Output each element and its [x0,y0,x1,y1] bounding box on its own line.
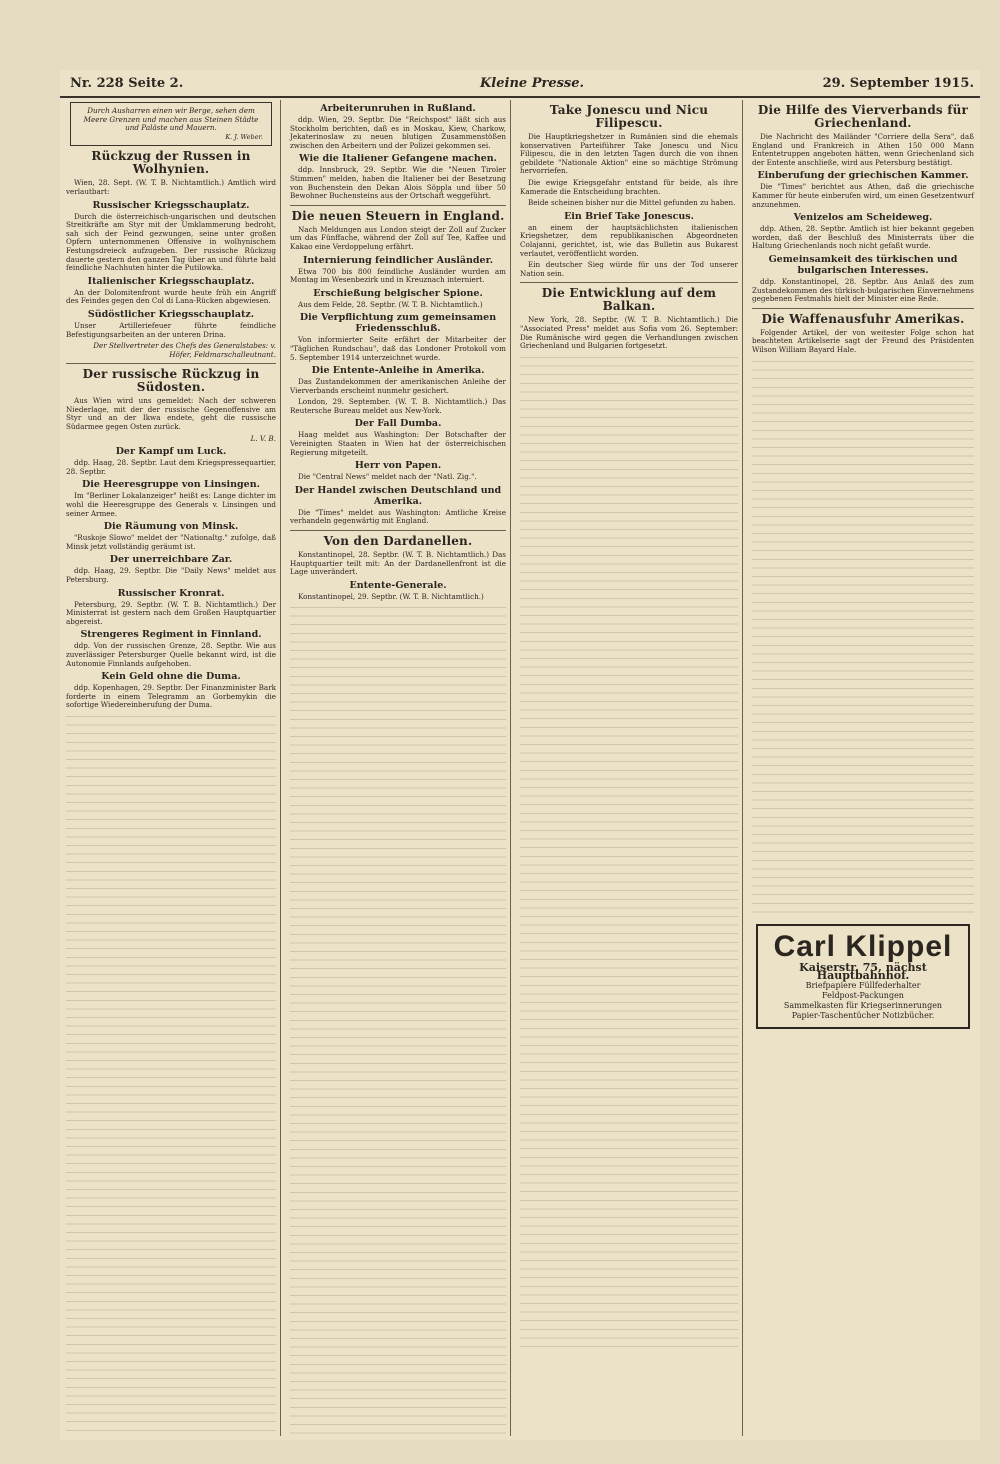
article-text: Die "Times" berichtet aus Athen, daß die griechische Kammer für heute einberufen wird, um einen Gesetzentwurf anzunehmen. [752,182,974,209]
motto-author: K. J. Weber. [225,132,263,141]
headline-linsingen: Die Heeresgruppe von Linsingen. [82,479,260,491]
article-text: ddp. Von der russischen Grenze, 28. Septbr. Wie aus zuverlässiger Petersburger Quelle bekannt wird, ist die Autonomie Finnlands aufgehoben. [66,641,276,668]
ad-line: Briefpapiere Füllfederhalter [805,980,921,990]
article-text: Haag meldet aus Washington: Der Botschafter der Vereinigten Staaten in Wien hat der österreichischen Regierung mitgeteilt. [290,430,506,457]
article-text: Konstantinopel, 28. Septbr. (W. T. B. Nichtamtlich.) Das Hauptquartier teilt mit: An der Dardanellenfront ist die Lage unverändert. [290,550,506,577]
headline-handel: Der Handel zwischen Deutschland und Amerika. [294,484,502,507]
article-text: ddp. Wien, 29. Septbr. Die "Reichspost" läßt sich aus Stockholm berichten, daß es in Moskau, Kiew, Charkow, Jekaterinoslaw zu neuen blutigen Zusammenstößen zwischen den Arbeitern und der Polizei gekommen sei. [290,115,506,150]
article-text: an einem der hauptsächlichsten italienischen Kriegshetzer, dem republikanischen Abgeordneten Colajanni, gerichtet, ist, wie das Bulletin aus Bukarest verlautet, veröffentlicht worden. [520,222,738,258]
headline-hilfe-griechenland: Die Hilfe des Vierverbands für Griechenland. [757,103,969,130]
article-text: Folgender Artikel, der von weitester Folge schon hat beachteten Artikelserie sagt der Freund des Präsidenten Wilson William Bayard Hale. [752,327,974,354]
article-text: London, 29. September. (W. T. B. Nichtamtlich.) Das Reutersche Bureau meldet aus New-York. [290,397,506,415]
article-text: ddp. Kopenhagen, 29. Septbr. Der Finanzminister Bark forderte in einem Telegramm an Gorbemykin die sofortige Wiedereinberufung der Duma. [66,683,276,710]
column-3 [516,100,743,1436]
headline-balkan: Die Entwicklung auf dem Balkan. [541,286,717,314]
subhead-russian-front: Russischer Kriegsschauplatz. [92,199,250,211]
headline-minsk: Die Räumung von Minsk. [103,521,239,533]
headline-dumba: Der Fall Dumba. [354,418,442,430]
headline-kammer: Einberufung der griechischen Kammer. [757,170,969,182]
article-text: Konstantinopel, 29. Septbr. (W. T. B. Nichtamtlich.) [298,591,484,601]
article-text: Aus dem Felde, 28. Septbr. (W. T. B. Nichtamtlich.) [298,299,483,309]
article-text: Petersburg, 29. Septbr. (W. T. B. Nichtamtlich.) Der Ministerrat ist gestern nach dem Großen Hauptquartier abgereist. [66,599,276,626]
headline-duma: Kein Geld ohne die Duma. [101,671,241,683]
article-text: Die "Times" meldet aus Washington: Amtliche Kreise verhandeln gegenwärtig mit England. [290,507,506,526]
article-text: Das Zustandekommen der amerikanischen Anleihe der Vierverbands erscheint nunmehr gesichert. [290,377,506,395]
headline-dardanellen: Von den Dardanellen. [323,534,473,549]
headline-entente-generale: Entente-Generale. [349,579,447,591]
divider [66,363,276,364]
subhead-southeast-front: Südöstlicher Kriegsschauplatz. [87,308,255,320]
article-text: Unser Artilleriefeuer führte feindliche Befestigungsarbeiten an der unteren Drina. [66,320,276,339]
subhead-italian-front: Italienischer Kriegsschauplatz. [87,275,255,287]
headline-venizelos: Venizelos am Scheideweg. [793,212,933,224]
divider [290,205,506,206]
article-text: ddp. Haag, 29. Septbr. Die "Daily News" meldet aus Petersburg. [66,566,276,584]
article-text: ddp. Innsbruck, 29. Septbr. Wie die "Neuen Tiroler Stimmen" melden, haben die Italiener bei der Besetzung von Buchenstein den Dekan Alois Söppla und über 50 Bewohner Buchensteins aus der Ortschaft weggeführt. [290,165,506,201]
advertisement-klippel [756,924,970,1029]
masthead [60,70,980,98]
headline-papen: Herr von Papen. [354,460,442,472]
article-text: ddp. Athen, 28. Septbr. Amtlich ist hier bekannt gegeben worden, daß der Beschluß des Ministerrats über die Haltung Griechenlands noch nicht gefaßt wurde. [752,224,974,251]
text-lines [290,604,506,1436]
column-1 [62,100,281,1436]
headline-internierung: Internierung feindlicher Ausländer. [302,254,494,266]
ad-company-name: Carl Klippel [773,929,953,963]
headline-gefangene: Wie die Italiener Gefangene machen. [299,153,497,165]
headline-friedensschluss: Die Verpflichtung zum gemeinsamen Friedensschluß. [299,312,497,335]
headline-steuern: Die neuen Steuern in England. [291,208,505,223]
headline-wolhynien: Rückzug der Russen in Wolhynien. [91,149,251,177]
ad-address: Kaiserstr. 75, nächst Hauptbahnhof. [799,960,927,983]
headline-take-jonescu: Take Jonescu und Nicu Filipescu. [549,103,709,130]
article-text: Wien, 28. Sept. (W. T. B. Nichtamtlich.) Amtlich wird verlautbart: [66,178,276,196]
article-text: Die ewige Kriegsgefahr entstand für beide, als ihre Kamerade die Entscheidung brachten. [520,177,738,196]
article-text: New York, 28. Septbr. (W. T. B. Nichtamtlich.) Die "Associated Press" meldet aus Sofia vom 26. September: Die Rumänische wird gegen die Verhandlungen zwischen Griechenland und Bulgarien fortgesetzt. [520,315,738,351]
motto-text: Durch Ausharren einen wir Berge, sehen dem Meere Grenzen und machen aus Steinen Städte und Paläste und Mauern. [83,106,259,133]
column-4 [748,100,978,1436]
issue-number: Nr. 228 Seite 2. [70,76,184,91]
article-text: Etwa 700 bis 800 feindliche Ausländer wurden am Montag im Wesenbezirk und in Kreuznach interniert. [290,266,506,285]
motto-box [70,102,272,146]
signature: Der Stellvertreter des Chefs des Generalstabes: v. Höfer, Feldmarschalleutnant. [93,341,276,359]
headline-rueckzug: Der russische Rückzug in Südosten. [82,367,260,395]
article-text: Durch die österreichisch-ungarischen und deutschen Streitkräfte am Styr mit der Umklammerung bedroht, sah sich der Feind gezwungen, seine unter großen Opfern unternommenen Offensive in wolhynischem Festungsdreieck aufzugeben. Der russische Rückzug dauerte gestern den ganzen Tag über an und führte bald feindliche Nachhuten hinter die Putilowka. [66,211,276,273]
divider [290,530,506,531]
article-text: An der Dolomitenfront wurde heute früh ein Angriff des Feindes gegen den Col di Lana-Rücken abgewiesen. [66,287,276,306]
headline-waffenausfuhr: Die Waffenausfuhr Amerikas. [761,311,965,326]
headline-spione: Erschießung belgischer Spione. [313,287,483,299]
newspaper-title: Kleine Presse. [480,76,585,91]
article-text: ddp. Haag, 28. Septbr. Laut dem Kriegspressequartier, 28. Septbr. [66,458,276,476]
headline-zar: Der unerreichbare Zar. [109,554,233,566]
article-text: Die "Central News" meldet nach der "Natl. Zig.". [298,472,477,482]
article-text: Von informierter Seite erfährt der Mitarbeiter der "Täglichen Rundschau", daß das Londoner Protokoll vom 5. September 1914 unterzeichnet wurde. [290,335,506,362]
article-text: "Ruskoje Slowo" meldet der "Nationaltg." zufolge, daß Minsk jetzt vollständig geräumt ist. [66,533,276,551]
ad-line: Papier-Taschentücher Notizbücher. [791,1010,935,1020]
newspaper-page [60,70,980,1440]
headline-kronrat: Russischer Kronrat. [117,587,225,599]
article-text: Die Nachricht des Mailänder "Corriere della Sera", daß England und Frankreich in Athen 150 000 Mann Ententetruppen angeboten hätten, wenn Griechenland sich der Entente anschließe, wird aus Petersburg bestätigt. [752,132,974,167]
article-text: Aus Wien wird uns gemeldet: Nach der schweren Niederlage, mit der der russische Gegenoffensive am Styr und an der Ikwa endete, geht die russische Südarmee gegen Osten zurück. [66,396,276,432]
headline-brief: Ein Brief Take Jonescus. [564,210,694,222]
ad-line: Sammelkasten für Kriegserinnerungen [783,1000,943,1010]
divider [520,282,738,283]
article-text: Ein deutscher Sieg würde für uns der Tod unserer Nation sein. [520,260,738,278]
headline-luck: Der Kampf um Luck. [115,446,227,458]
signature: L. V. B. [250,433,276,443]
text-lines [520,354,738,1354]
divider [752,308,974,309]
article-text: Die Hauptkriegshetzer in Rumänien sind die ehemals konservativen Parteiführer Take Jonescu und Nicu Filipescu, die in den letzten Tagen durch die von ihnen gebildete "Nationale Aktion" eine so mächtige Strömung hervorriefen. [520,132,738,176]
text-lines [752,358,974,918]
headline-anleihe: Die Entente-Anleihe in Amerika. [311,365,485,377]
article-text: ddp. Konstantinopel, 28. Septbr. Aus Anlaß des zum Zustandekommen des türkisch-bulgarischen Einvernehmens gegebenen Festmahls hielt der Minister eine Rede. [752,276,974,304]
headline-gemeinsamkeit: Gemeinsamkeit des türkischen und bulgarischen Interesses. [768,253,958,276]
article-text: Beide scheinen bisher nur die Mittel gefunden zu haben. [528,198,736,208]
issue-date: 29. September 1915. [822,76,974,91]
column-2 [286,100,511,1436]
article-text: Im "Berliner Lokalanzeiger" heißt es: Lange dichter im wohl die Heeresgruppe des Generals v. Linsingen und seiner Armee. [66,491,276,518]
ad-line: Feldpost-Packungen [822,990,904,1000]
article-text: Nach Meldungen aus London steigt der Zoll auf Zucker um das Fünffache, während der Zoll auf Tee, Kaffee und Kakao eine Verdoppelung erfährt. [290,224,506,251]
text-lines [66,713,276,1436]
headline-arbeiterunruhen: Arbeiterunruhen in Rußland. [320,103,476,114]
headline-finnland: Strengeres Regiment in Finnland. [80,629,262,641]
